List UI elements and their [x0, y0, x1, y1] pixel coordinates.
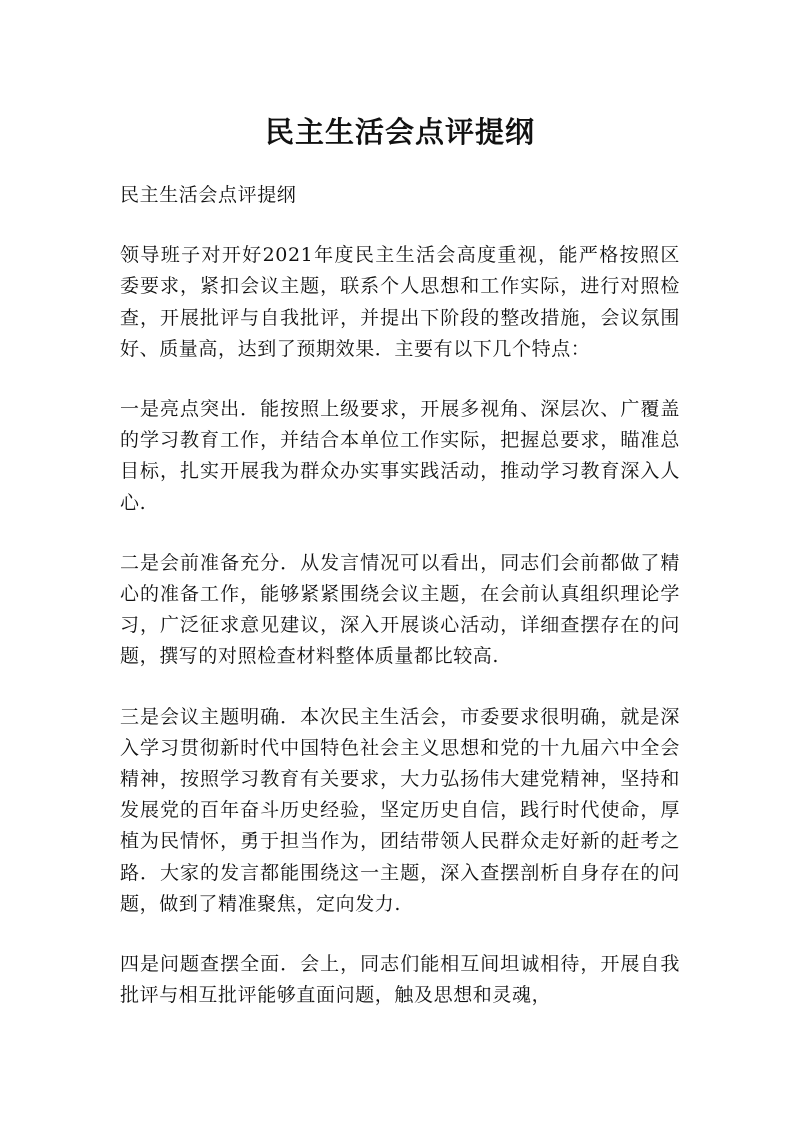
document-body [120, 180, 680, 1040]
paragraph-point-4: 四是问题查摆全面．会上，同志们能相互间坦诚相待，开展自我批评与相互批评能够直面问题，触及思想和灵魂， [120, 953, 680, 1007]
paragraph-point-3: 三是会议主题明确．本次民主生活会，市委要求很明确，就是深入学习贯彻新时代中国特色社会主义思想和党的十九届六中全会精神，按照学习教育有关要求，大力弘扬伟大建党精神，坚持和发展党的百年奋斗历史经验，坚定历史自信，践行时代使命，厚植为民情怀，勇于担当作为，团结带领人民群众走好新的赶考之路．大家的发言都能围绕这一主题，深入查摆剖析自身存在的问题，做到了精准聚焦，定向发力. [120, 705, 680, 915]
document-subtitle: 民主生活会点评提纲 [120, 184, 297, 206]
paragraph-point-1: 一是亮点突出．能按照上级要求，开展多视角、深层次、广覆盖的学习教育工作，并结合本单位工作实际，把握总要求，瞄准总目标，扎实开展我为群众办实事实践活动，推动学习教育深入人心. [120, 398, 680, 514]
paragraph-intro: 领导班子对开好2021年度民主生活会高度重视，能严格按照区委要求，紧扣会议主题，联系个人思想和工作实际，进行对照检查，开展批评与自我批评，并提出下阶段的整改措施，会议氛围好、质量高，达到了预期效果．主要有以下几个特点： [120, 244, 680, 360]
document-title: 民主生活会点评提纲 [264, 115, 535, 149]
paragraph-point-2: 二是会前准备充分．从发言情况可以看出，同志们会前都做了精心的准备工作，能够紧紧围绕会议主题，在会前认真组织理论学习，广泛征求意见建议，深入开展谈心活动，详细查摆存在的问题，撰写的对照检查材料整体质量都比较高. [120, 551, 680, 668]
